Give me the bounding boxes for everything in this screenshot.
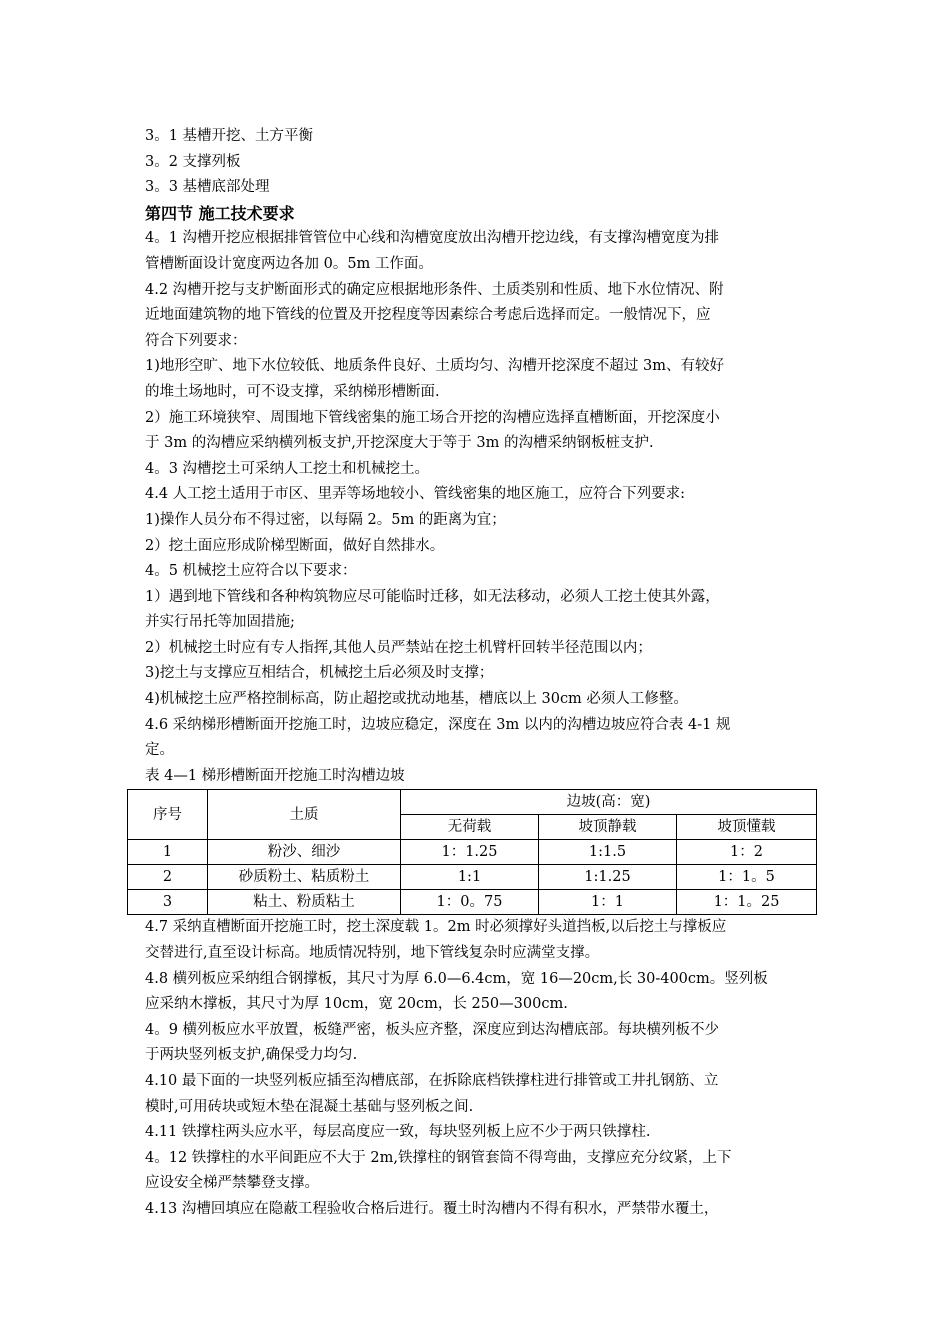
toc-item: 3。3 基槽底部处理 (145, 179, 270, 196)
paragraph-line: 交替进行,直至设计标高。地质情况特别，地下管线复杂时应满堂支撑。 (145, 945, 600, 962)
paragraph-line: 符合下列要求： (145, 332, 247, 349)
paragraph-line: 4.7 采纳直槽断面开挖施工时，挖土深度载 1。2m 时必须撑好头道挡板,以后挖土与撑板应 (145, 919, 727, 936)
paragraph-line: 应设安全梯严禁攀登支撑。 (145, 1175, 319, 1192)
cell-static-load: 1：1 (539, 890, 677, 915)
toc-item: 3。1 基槽开挖、土方平衡 (145, 128, 314, 144)
cell-static-load: 1:1.5 (539, 840, 677, 865)
cell-dynamic-load: 1：1。25 (677, 890, 817, 915)
document-page (145, 124, 815, 1223)
paragraph-line: 1)操作人员分布不得过密，以每隔 2。5m 的距离为宜； (145, 511, 506, 528)
paragraph (145, 713, 815, 764)
paragraph-line: 4.2 沟槽开挖与支护断面形式的确定应根据地形条件、土质类别和性质、地下水位情况、附 (145, 281, 724, 298)
paragraphs-before-table (145, 226, 815, 763)
table-row (128, 840, 817, 865)
paragraph (145, 1120, 815, 1146)
paragraph (145, 1146, 815, 1197)
cell-soil: 粉沙、细沙 (208, 840, 401, 865)
paragraph (145, 226, 815, 277)
paragraph-line: 的堆土场地时，可不设支撑，采纳梯形槽断面. (145, 383, 440, 400)
paragraph (145, 508, 815, 534)
paragraph-line: 4.4 人工挖土适用于市区、里弄等场地较小、管线密集的地区施工，应符合下列要求: (145, 486, 686, 503)
cell-soil: 粘土、粉质粘土 (208, 890, 401, 915)
cell-no-load: 1：1.25 (401, 840, 539, 865)
paragraph (145, 585, 815, 636)
paragraph (145, 1197, 815, 1223)
paragraph-line: 4。1 沟槽开挖应根据排管管位中心线和沟槽宽度放出沟槽开挖边线，有支撑沟槽宽度为排 (145, 230, 720, 247)
paragraph-line: 管槽断面设计宽度两边各加 0。5m 工作面。 (145, 255, 433, 272)
paragraph (145, 636, 815, 662)
paragraph-line: 4。5 机械挖土应符合以下要求： (145, 563, 357, 580)
cell-seq: 2 (128, 865, 208, 890)
paragraph-line: 2）挖土面应形成阶梯型断面，做好自然排水。 (145, 537, 445, 554)
header-static-load: 坡顶静载 (539, 815, 677, 840)
paragraph (145, 482, 815, 508)
paragraph-line: 4.13 沟槽回填应在隐蔽工程验收合格后进行。覆土时沟槽内不得有积水，严禁带水覆土， (145, 1200, 719, 1217)
cell-no-load: 1:1 (401, 865, 539, 890)
paragraph-line: 2）施工环境狭窄、周围地下管线密集的施工场合开挖的沟槽应选择直槽断面，开挖深度小 (145, 409, 720, 426)
header-dynamic-load: 坡顶懂载 (677, 815, 817, 840)
paragraph-line: 于两块竖列板支护,确保受力均匀. (145, 1047, 358, 1064)
paragraph (145, 687, 815, 713)
paragraph-line: 4。9 横列板应水平放置，板缝严密，板头应齐整，深度应到达沟槽底部。每块横列板不少 (145, 1021, 720, 1038)
paragraph-line: 2）机械挖土时应有专人指挥,其他人员严禁站在挖土机臂杆回转半径范围以内； (145, 639, 652, 656)
paragraph (145, 406, 815, 457)
paragraph (145, 1069, 815, 1120)
paragraph-line: 4。3 沟槽挖土可采纳人工挖土和机械挖土。 (145, 460, 430, 477)
paragraph (145, 559, 815, 585)
paragraph-line: 4.6 采纳梯形槽断面开挖施工时，边坡应稳定，深度在 3m 以内的沟槽边坡应符合表 4-1 规 (145, 716, 731, 733)
header-slope-group: 边坡(高：宽) (401, 790, 817, 815)
paragraph-line: 1)地形空旷、地下水位较低、地质条件良好、土质均匀、沟槽开挖深度不超过 3m、有较好 (145, 358, 724, 375)
header-soil: 土质 (208, 790, 401, 840)
slope-table (127, 789, 817, 915)
table-header-row (128, 790, 817, 815)
cell-no-load: 1：0。75 (401, 890, 539, 915)
section-title: 第四节 施工技术要求 (145, 203, 295, 223)
paragraph-line: 1）遇到地下管线和各种构筑物应尽可能临时迁移，如无法移动，必须人工挖土使其外露， (145, 588, 720, 605)
cell-static-load: 1:1.25 (539, 865, 677, 890)
paragraph (145, 534, 815, 560)
paragraph (145, 457, 815, 483)
cell-seq: 3 (128, 890, 208, 915)
paragraph-line: 4.8 横列板应采纳组合钢撑板，其尺寸为厚 6.0—6.4cm，宽 16—20cm,长 30-400cm。竖列板 (145, 970, 768, 987)
paragraph (145, 354, 815, 405)
paragraph-line: 定。 (145, 742, 174, 759)
paragraphs-after-table (145, 915, 815, 1222)
cell-dynamic-load: 1：2 (677, 840, 817, 865)
paragraph-line: 4。12 铁撑柱的水平间距应不大于 2m,铁撑柱的钢管套筒不得弯曲，支撑应充分纹紧，上下 (145, 1149, 732, 1166)
paragraph-line: 4.11 铁撑柱两头应水平，每层高度应一致，每块竖列板上应不少于两只铁撑柱. (145, 1124, 651, 1141)
table-row (128, 890, 817, 915)
paragraph (145, 661, 815, 687)
header-no-load: 无荷载 (401, 815, 539, 840)
cell-dynamic-load: 1：1。5 (677, 865, 817, 890)
paragraph-line: 3)挖土与支撑应互相结合，机械挖土后必须及时支撑； (145, 665, 494, 682)
paragraph-line: 于 3m 的沟槽应采纳横列板支护,开挖深度大于等于 3m 的沟槽采纳钢板桩支护. (145, 435, 654, 452)
paragraph (145, 1018, 815, 1069)
table-row (128, 865, 817, 890)
paragraph-line: 并实行吊托等加固措施; (145, 614, 295, 631)
paragraph-line: 4)机械挖土应严格控制标高，防止超挖或扰动地基，槽底以上 30cm 必须人工修整。 (145, 691, 688, 708)
toc-list (145, 124, 815, 201)
paragraph-line: 模时,可用砖块或短木垫在混凝土基础与竖列板之间. (145, 1098, 474, 1115)
cell-soil: 砂质粉土、粘质粉土 (208, 865, 401, 890)
paragraph-line: 应采纳木撑板，其尺寸为厚 10cm，宽 20cm，长 250—300cm. (145, 996, 568, 1013)
cell-seq: 1 (128, 840, 208, 865)
table-caption: 表 4—1 梯形槽断面开挖施工时沟槽边坡 (145, 767, 405, 784)
header-seq: 序号 (128, 790, 208, 840)
toc-item: 3。2 支撑列板 (145, 153, 241, 170)
paragraph (145, 967, 815, 1018)
paragraph (145, 915, 815, 966)
paragraph-line: 4.10 最下面的一块竖列板应插至沟槽底部，在拆除底档铁撑柱进行排管或工井扎钢筋、立 (145, 1073, 719, 1089)
paragraph (145, 278, 815, 355)
paragraph-line: 近地面建筑物的地下管线的位置及开挖程度等因素综合考虑后选择而定。一般情况下，应 (145, 307, 711, 324)
